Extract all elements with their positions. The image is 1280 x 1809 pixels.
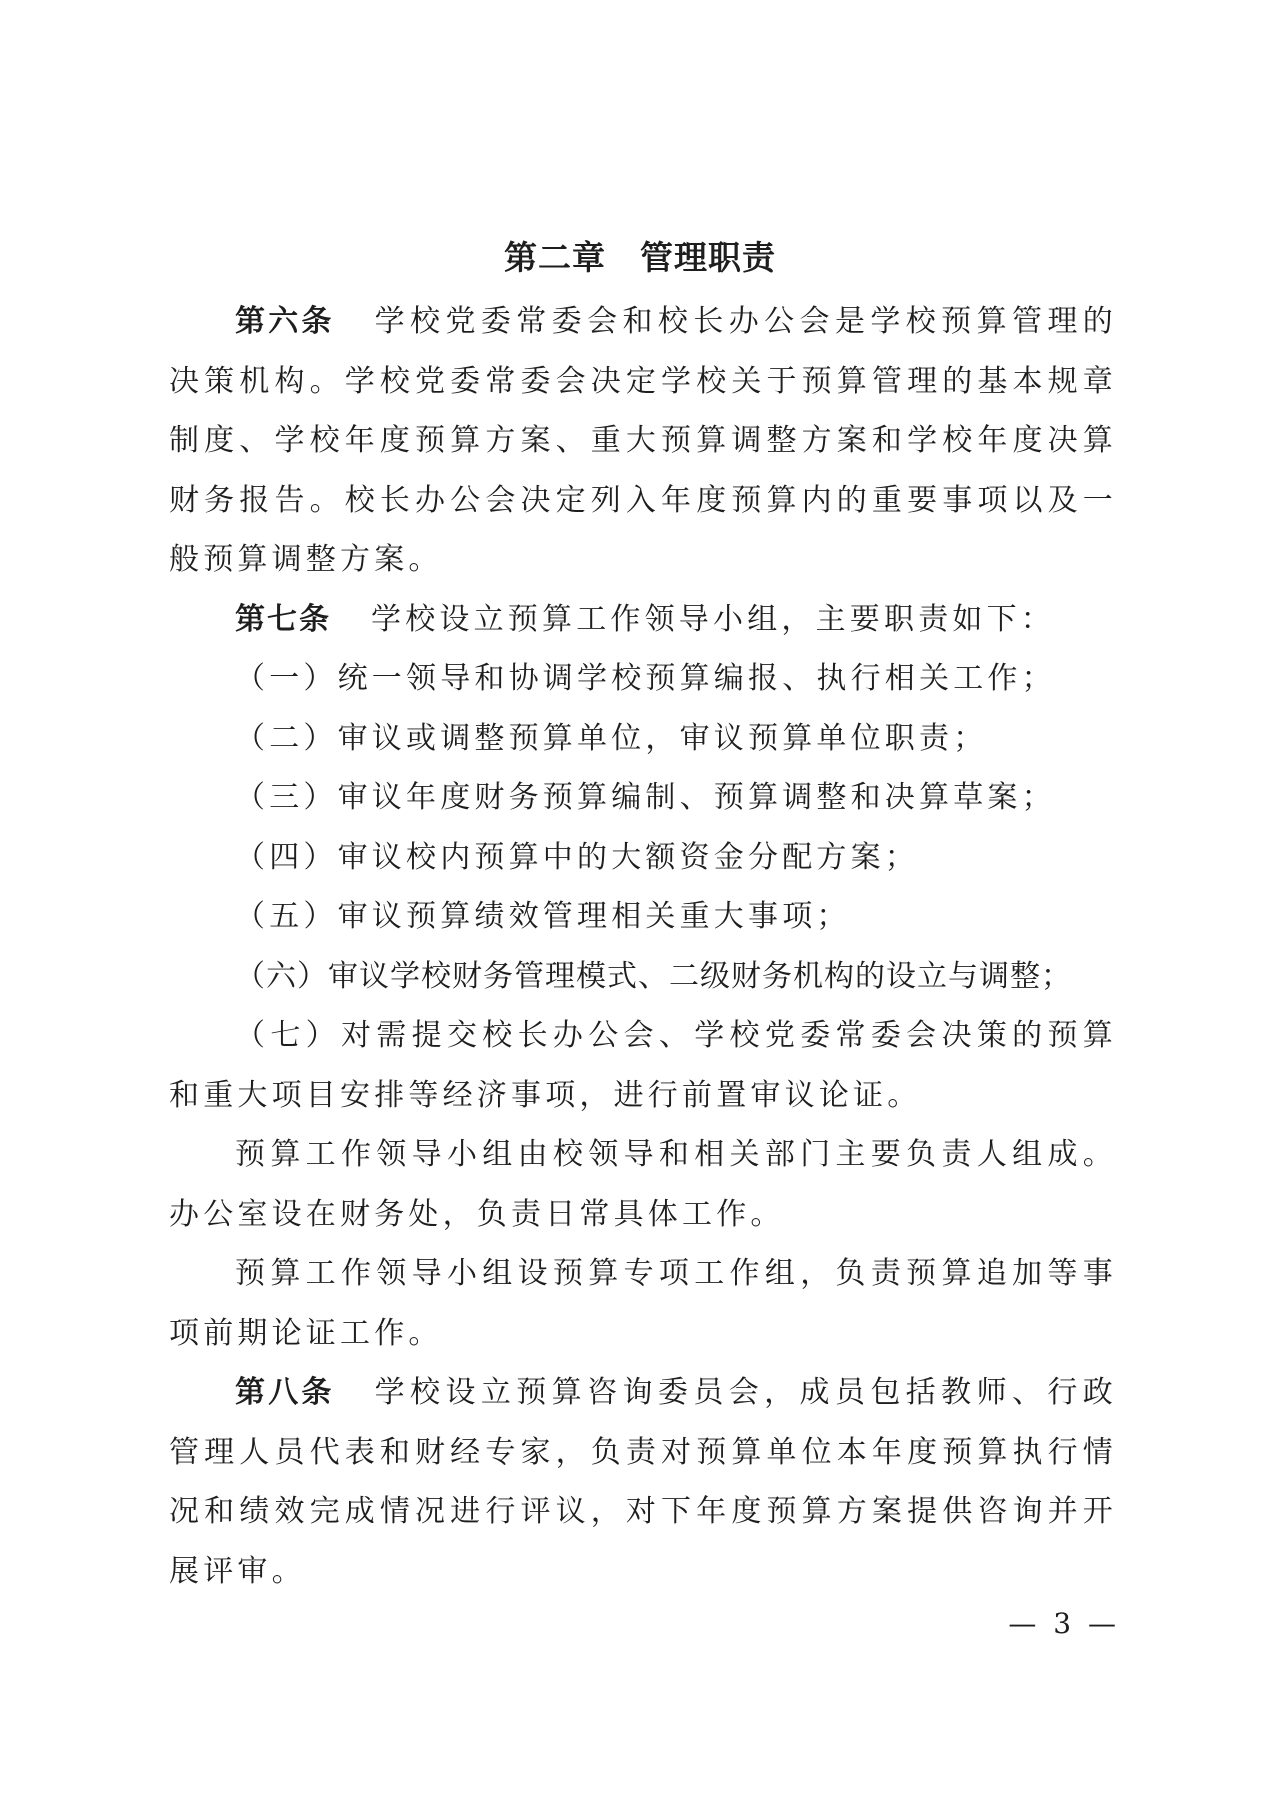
article-7-special-paragraph: 预算工作领导小组设预算专项工作组，负责预算追加等事项前期论证工作。 (169, 1256, 1117, 1351)
article-7-item-4: （四）审议校内预算中的大额资金分配方案； (235, 839, 919, 875)
document-body (169, 292, 1117, 1601)
article-7 (169, 590, 1117, 650)
article-7-item-1: （一）统一领导和协调学校预算编报、执行相关工作； (235, 661, 1056, 696)
article-6 (169, 292, 1117, 590)
article-6-label: 第六条 (235, 304, 335, 339)
article-7-text: 学校设立预算工作领导小组，主要职责如下： (371, 601, 1055, 637)
article-7-group-paragraph: 预算工作领导小组由校领导和相关部门主要负责人组成。办公室设在财务处，负责日常具体工作。 (169, 1137, 1117, 1232)
article-7-item-6: （六）审议学校财务管理模式、二级财务机构的设立与调整； (235, 958, 1072, 994)
chapter-title: 第二章 管理职责 (504, 238, 776, 277)
article-7-item-7: （七）对需提交校长办公会、学校党委常委会决策的预算和重大项目安排等经济事项，进行前置审议论证。 (169, 1018, 1117, 1113)
article-7-item-2: （二）审议或调整预算单位，审议预算单位职责； (235, 720, 988, 756)
article-7-label: 第七条 (235, 601, 331, 637)
article-7-item-5: （五）审议预算绩效管理相关重大事项； (235, 899, 851, 934)
article-8-text: 学校设立预算咨询委员会，成员包括教师、行政管理人员代表和财经专家，负责对预算单位本年度预算执行情况和绩效完成情况进行评议，对下年度预算方案提供咨询并开展评审。 (169, 1375, 1118, 1589)
article-7-item-3: （三）审议年度财务预算编制、预算调整和决算草案； (235, 780, 1056, 815)
article-8-label: 第八条 (235, 1375, 335, 1410)
article-8 (169, 1363, 1117, 1601)
page-number: — 3 — (1008, 1607, 1120, 1640)
article-6-text: 学校党委常委会和校长办公会是学校预算管理的决策机构。学校党委常委会决定学校关于预算管理的基本规章制度、学校年度预算方案、重大预算调整方案和学校年度决算财务报告。校长办公会决定列入年度预算内的重要事项以及一般预算调整方案。 (169, 304, 1118, 577)
